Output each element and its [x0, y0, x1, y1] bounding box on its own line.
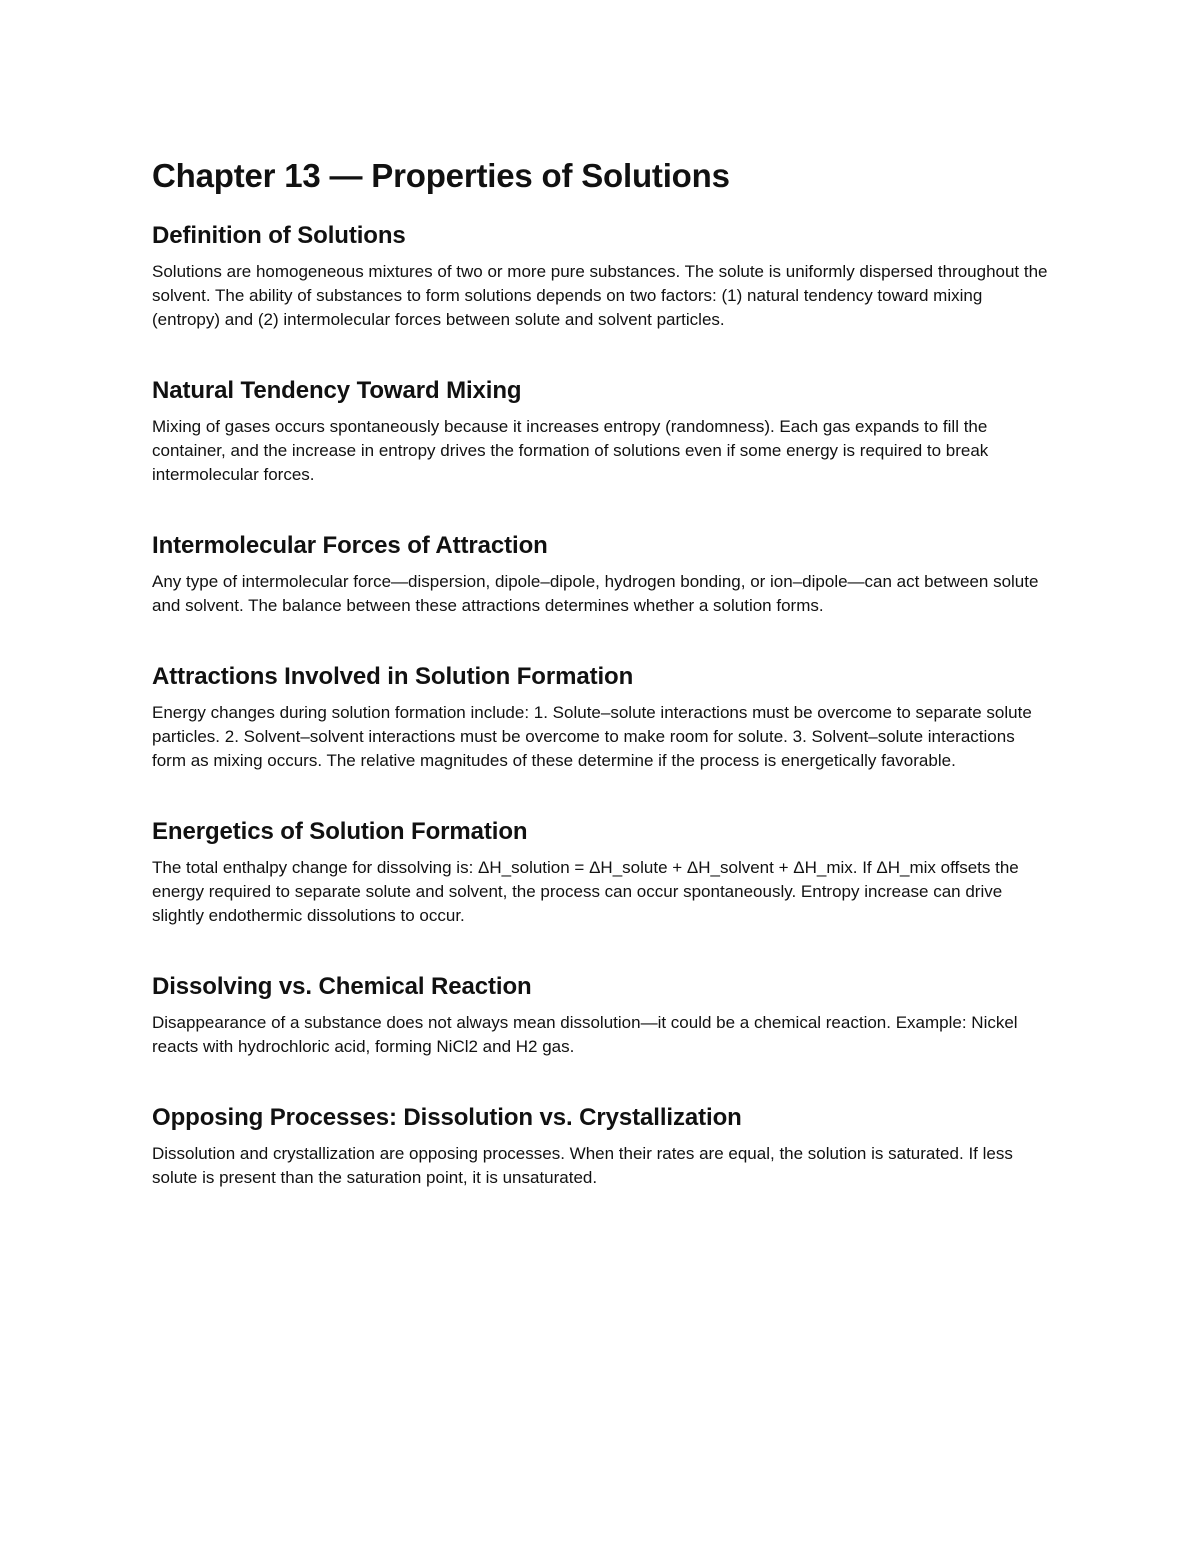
section-body: Disappearance of a substance does not always mean dissolution—it could be a chemical reaction. Example: Nickel reacts with hydrochloric acid, forming NiCl2 and H2 gas. — [152, 1013, 1018, 1056]
section-natural-tendency — [152, 375, 1052, 487]
section-heading: Dissolving vs. Chemical Reaction — [152, 973, 532, 1000]
section-heading: Natural Tendency Toward Mixing — [152, 377, 522, 404]
section-dissolving-vs-reaction — [152, 971, 1052, 1059]
section-attractions — [152, 661, 1052, 773]
section-body: Dissolution and crystallization are opposing processes. When their rates are equal, the solution is saturated. If less solute is present than the saturation point, it is unsaturated. — [152, 1144, 1013, 1187]
section-definition — [152, 220, 1052, 332]
section-body: Mixing of gases occurs spontaneously because it increases entropy (randomness). Each gas expands to fill the container, and the increase in entropy drives the formation of solutions even if some energy is required to break intermolecular forces. — [152, 417, 989, 484]
section-heading: Energetics of Solution Formation — [152, 818, 528, 845]
section-heading: Definition of Solutions — [152, 222, 406, 249]
section-body: The total enthalpy change for dissolving is: ΔH_solution = ΔH_solute + ΔH_solvent + ΔH_mix. If ΔH_mix offsets the energy required to separate solute and solvent, the process can occur spontaneously. Entropy increase can drive slightly endothermic dissolutions to occur. — [152, 858, 1019, 925]
section-heading: Attractions Involved in Solution Formation — [152, 663, 634, 690]
document-page — [152, 154, 1052, 1190]
section-intermolecular-forces — [152, 530, 1052, 618]
section-body: Any type of intermolecular force—dispersion, dipole–dipole, hydrogen bonding, or ion–dipole—can act between solute and solvent. The balance between these attractions determines whether a solution forms. — [152, 572, 1039, 615]
section-body: Energy changes during solution formation include: 1. Solute–solute interactions must be overcome to separate solute particles. 2. Solvent–solvent interactions must be overcome to make room for solute. 3. Solvent–solute interactions form as mixing occurs. The relative magnitudes of these determine if the process is energetically favorable. — [152, 703, 1032, 770]
section-opposing-processes — [152, 1102, 1052, 1190]
section-heading: Intermolecular Forces of Attraction — [152, 532, 548, 559]
section-body: Solutions are homogeneous mixtures of two or more pure substances. The solute is uniformly dispersed throughout the solvent. The ability of substances to form solutions depends on two factors: (1) natural tendency toward mixing (entropy) and (2) intermolecular forces between solute and solvent particles. — [152, 262, 1048, 329]
section-energetics — [152, 816, 1052, 928]
chapter-title: Chapter 13 — Properties of Solutions — [152, 157, 730, 194]
section-heading: Opposing Processes: Dissolution vs. Crystallization — [152, 1104, 742, 1131]
